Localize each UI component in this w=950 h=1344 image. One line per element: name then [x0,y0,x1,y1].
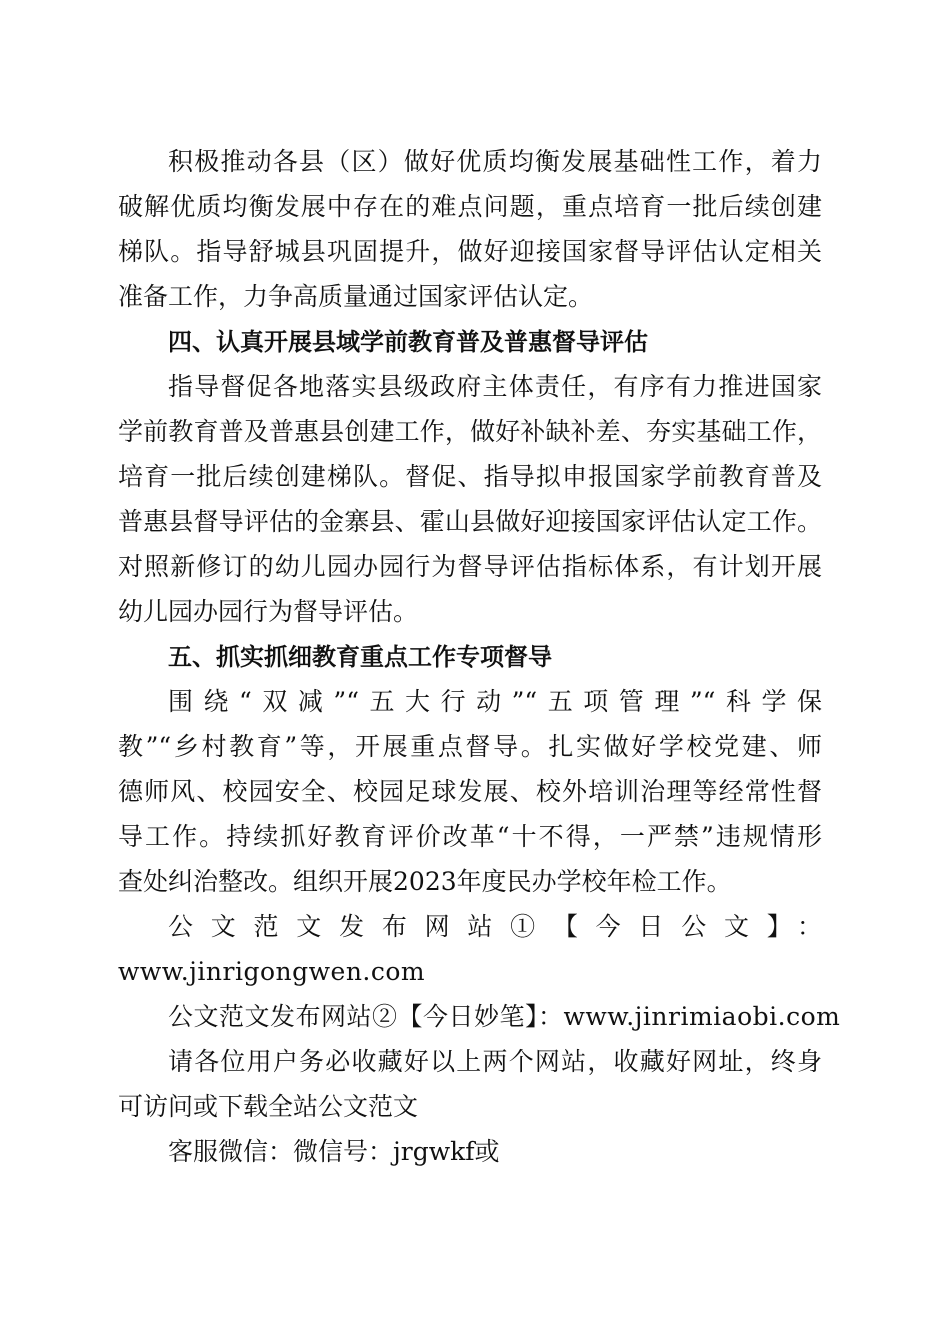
customer-service-line: 客服微信：微信号：jrgwkf或 [168,1137,500,1166]
section-heading-5: 五、抓实抓细教育重点工作专项督导 [168,643,552,671]
paragraph-line: 学前教育普及普惠县创建工作，做好补缺补差、夯实基础工作， [118,417,822,446]
website-1-label: 公文范文发布网站①【今日公文】： [168,912,822,941]
paragraph-line: 梯队。指导舒城县巩固提升，做好迎接国家督导评估认定相关 [118,237,822,266]
paragraph-line: 围绕“双减”“五大行动”“五项管理”“科学保 [168,687,822,716]
paragraph-line: 破解优质均衡发展中存在的难点问题，重点培育一批后续创建 [118,192,822,221]
paragraph-line: 导工作。持续抓好教育评价改革“十不得，一严禁”违规情形 [118,822,822,851]
paragraph-line: 培育一批后续创建梯队。督促、指导拟申报国家学前教育普及 [118,462,822,491]
paragraph-line: 指导督促各地落实县级政府主体责任，有序有力推进国家 [168,372,822,401]
paragraph-line: 幼儿园办园行为督导评估。 [118,597,419,626]
website-1-url: www.jinrigongwen.com [118,957,426,986]
website-2-line: 公文范文发布网站②【今日妙笔】：www.jinrimiaobi.com [168,1002,841,1031]
notice-line: 可访问或下载全站公文范文 [118,1092,419,1121]
section-heading-4: 四、认真开展县域学前教育普及普惠督导评估 [168,328,648,356]
notice-line: 请各位用户务必收藏好以上两个网站，收藏好网址，终身 [168,1047,822,1076]
paragraph-line: 查处纠治整改。组织开展2023年度民办学校年检工作。 [118,867,732,896]
paragraph-line: 德师风、校园安全、校园足球发展、校外培训治理等经常性督 [118,777,822,806]
paragraph-line: 教”“乡村教育”等，开展重点督导。扎实做好学校党建、师 [118,732,822,761]
paragraph-line: 准备工作，力争高质量通过国家评估认定。 [118,282,594,311]
paragraph-line: 普惠县督导评估的金寨县、霍山县做好迎接国家评估认定工作。 [118,507,822,536]
paragraph-line: 积极推动各县（区）做好优质均衡发展基础性工作，着力 [168,147,822,176]
paragraph-line: 对照新修订的幼儿园办园行为督导评估指标体系，有计划开展 [118,552,822,581]
